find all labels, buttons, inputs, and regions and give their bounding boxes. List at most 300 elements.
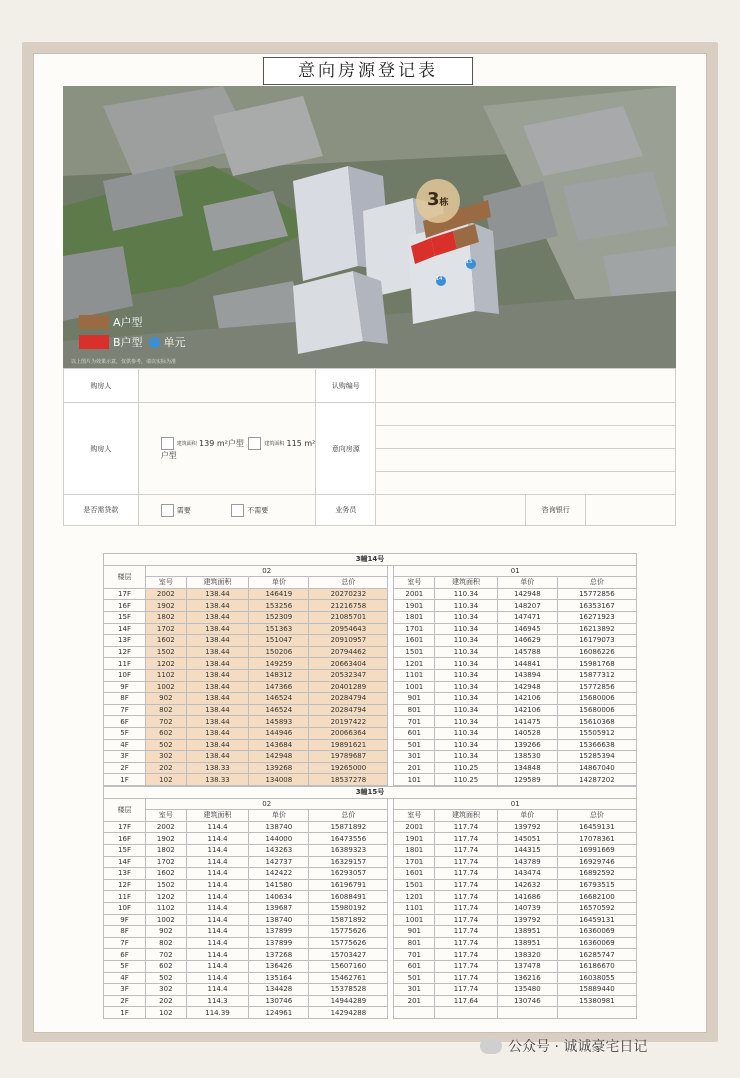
table-cell: 5F [104,727,146,739]
table-cell: 16570592 [557,902,636,914]
table-cell: 144000 [249,833,309,845]
column-header: 总价 [309,810,388,822]
table-cell: 139792 [497,821,557,833]
table-cell: 1202 [146,891,187,903]
bank-field[interactable] [586,495,675,525]
table-cell: 117.74 [435,972,498,984]
table-row [104,995,637,1007]
table-cell: 602 [146,960,187,972]
floor-header: 楼层 [104,798,146,821]
table-cell: 138.44 [186,658,249,670]
unit-badge-15: 15 [466,259,473,265]
option-115-label: 115 m²户型 [160,438,316,460]
agent-label: 业务员 [316,495,376,526]
table-cell: 110.34 [435,727,498,739]
table-cell: 15610368 [557,716,636,728]
table-cell: 20401289 [309,681,388,693]
table-cell: 142632 [497,879,557,891]
table-cell: 144946 [249,727,309,739]
table-cell: 1901 [394,600,435,612]
table-cell: 20066364 [309,727,388,739]
unit-02-header: 02 [146,565,388,577]
table-cell: 2F [104,995,146,1007]
table-cell: 117.74 [435,891,498,903]
table-cell: 117.74 [435,821,498,833]
table-cell: 1501 [394,879,435,891]
table-cell: 12F [104,646,146,658]
table-cell: 114.4 [186,914,249,926]
table-cell: 110.34 [435,588,498,600]
table-cell: 1102 [146,902,187,914]
table-row [104,844,637,856]
table-cell: 1001 [394,681,435,693]
unit-type-options: 建筑面积 139 m²户型 建筑面积 115 m²户型 [138,403,316,495]
page-title: 意向房源登记表 [298,61,438,81]
table-cell: 15772856 [557,588,636,600]
table-cell: 902 [146,926,187,938]
table-cell: 138.44 [186,681,249,693]
loan-label: 是否需贷款 [64,495,139,526]
table-row [104,984,637,996]
table-cell: 2F [104,762,146,774]
table-cell: 16038055 [557,972,636,984]
table-cell: 13F [104,868,146,880]
table-cell: 143263 [249,844,309,856]
table-cell: 17078361 [557,833,636,845]
table-cell: 16F [104,833,146,845]
table-cell: 142948 [249,751,309,763]
table-cell: 117.74 [435,984,498,996]
table-cell: 145788 [497,646,557,658]
table-row [104,739,637,751]
table-cell: 148207 [497,600,557,612]
table-cell: 6F [104,949,146,961]
legend-swatch-a [79,315,109,329]
table-row [104,669,637,681]
buyer-label: 购房人 [64,369,139,403]
watermark: 公众号 · 诚诚豪宅日记 [480,1036,647,1056]
table-cell: 18537278 [309,774,388,786]
table-cell [557,1007,636,1019]
table-cell: 16196791 [309,879,388,891]
column-header: 单价 [497,577,557,589]
table-cell: 302 [146,751,187,763]
table-cell: 143684 [249,739,309,751]
table-cell: 16088491 [309,891,388,903]
table-cell: 117.74 [435,856,498,868]
table-cell [497,1007,557,1019]
table-cell: 110.34 [435,704,498,716]
table-cell: 1801 [394,844,435,856]
table-title: 3幢15号 [104,787,637,799]
legend-swatch-b [79,335,109,349]
table-cell: 138.44 [186,600,249,612]
table-row [104,623,637,635]
table-cell: 16271923 [557,611,636,623]
table-row [104,891,637,903]
table-cell: 16213892 [557,623,636,635]
table-cell: 114.4 [186,972,249,984]
table-cell: 701 [394,949,435,961]
table-cell: 301 [394,984,435,996]
option-139-checkbox[interactable] [161,437,174,450]
price-table-14 [103,553,637,786]
aerial-rendering [63,86,676,368]
table-cell: 114.4 [186,856,249,868]
table-cell: 138951 [497,926,557,938]
table-cell: 3F [104,751,146,763]
table-cell: 19891621 [309,739,388,751]
table-cell: 143474 [497,868,557,880]
table-cell: 16186670 [557,960,636,972]
table-cell: 1802 [146,611,187,623]
table-row [104,681,637,693]
table-cell: 134848 [497,762,557,774]
loan-no-need-checkbox[interactable] [231,504,244,517]
loan-need-checkbox[interactable] [161,504,174,517]
column-header: 室号 [394,577,435,589]
table-cell: 15980192 [309,902,388,914]
intent-field[interactable] [376,403,676,495]
table-cell: 110.34 [435,600,498,612]
table-row [104,833,637,845]
table-cell: 19789687 [309,751,388,763]
table-cell: 135164 [249,972,309,984]
buyer2-label: 购房人 [64,403,139,495]
table-cell: 15981768 [557,658,636,670]
floor-header: 楼层 [104,565,146,588]
table-cell: 901 [394,926,435,938]
table-cell: 10F [104,902,146,914]
table-cell: 117.64 [435,995,498,1007]
table-cell: 130746 [249,995,309,1007]
table-cell: 152309 [249,611,309,623]
table-cell: 114.4 [186,868,249,880]
table-cell: 136216 [497,972,557,984]
table-cell: 114.4 [186,984,249,996]
table-cell: 138.44 [186,635,249,647]
table-cell: 14944289 [309,995,388,1007]
table-row [104,727,637,739]
table-cell: 16353167 [557,600,636,612]
table-cell: 16360069 [557,926,636,938]
table-cell: 110.34 [435,739,498,751]
page-title-box [263,57,473,85]
column-header: 室号 [394,810,435,822]
table-cell: 3F [104,984,146,996]
table-cell: 101 [394,774,435,786]
table-cell: 141686 [497,891,557,903]
table-cell: 110.34 [435,623,498,635]
table-cell: 139266 [497,739,557,751]
table-cell: 16459131 [557,821,636,833]
agent-bank-row [376,495,676,526]
table-cell: 138740 [249,821,309,833]
table-cell: 11F [104,891,146,903]
table-cell: 135480 [497,984,557,996]
table-cell: 1101 [394,669,435,681]
table-cell: 1502 [146,879,187,891]
table-cell: 802 [146,704,187,716]
table-cell: 1101 [394,902,435,914]
table-row [104,774,637,786]
table-cell: 16F [104,600,146,612]
table-cell: 1202 [146,658,187,670]
table-cell: 14F [104,856,146,868]
table-cell: 5F [104,960,146,972]
table-cell: 13F [104,635,146,647]
table-cell: 15775626 [309,937,388,949]
table-cell: 4F [104,739,146,751]
table-cell: 138740 [249,914,309,926]
table-cell: 502 [146,739,187,751]
table-row [104,926,637,938]
table-cell: 129589 [497,774,557,786]
table-cell: 143789 [497,856,557,868]
table-cell: 1702 [146,856,187,868]
table-cell: 302 [146,984,187,996]
table-cell: 117.74 [435,914,498,926]
table-cell: 12F [104,879,146,891]
table-cell: 15680006 [557,693,636,705]
table-cell: 701 [394,716,435,728]
table-cell: 114.4 [186,926,249,938]
table-cell: 20910957 [309,635,388,647]
table-cell: 151047 [249,635,309,647]
table-cell: 138.44 [186,669,249,681]
table-cell: 14867040 [557,762,636,774]
column-header: 建筑面积 [186,577,249,589]
table-cell: 114.39 [186,1007,249,1019]
table-cell: 1F [104,774,146,786]
table-cell: 138.44 [186,716,249,728]
table-cell: 117.74 [435,844,498,856]
table-cell: 140634 [249,891,309,903]
table-cell: 17F [104,821,146,833]
table-cell: 139268 [249,762,309,774]
table-cell: 21085701 [309,611,388,623]
table-cell: 137268 [249,949,309,961]
table-cell: 16360069 [557,937,636,949]
table-cell: 16793515 [557,879,636,891]
table-row [104,588,637,600]
table-cell: 117.74 [435,833,498,845]
table-cell: 17F [104,588,146,600]
table-cell: 201 [394,995,435,1007]
table-cell: 134008 [249,774,309,786]
table-cell: 110.25 [435,774,498,786]
buyer-field[interactable] [138,369,316,403]
table-cell: 15775626 [309,926,388,938]
table-cell: 141475 [497,716,557,728]
table-cell: 141580 [249,879,309,891]
table-cell: 1002 [146,914,187,926]
table-cell: 110.34 [435,681,498,693]
option-139-label: 139 m²户型 [199,438,244,448]
unit-dot-icon [149,337,160,348]
table-cell: 146629 [497,635,557,647]
table-cell: 15380981 [557,995,636,1007]
table-cell: 146945 [497,623,557,635]
table-cell: 1801 [394,611,435,623]
table-title: 3幢14号 [104,554,637,566]
table-cell: 1602 [146,635,187,647]
price-table-15 [103,786,637,1019]
agent-field[interactable] [376,495,526,525]
table-cell: 138.44 [186,646,249,658]
table-cell: 110.34 [435,716,498,728]
table-cell: 138951 [497,937,557,949]
table-cell: 1902 [146,600,187,612]
table-cell: 110.34 [435,658,498,670]
table-cell: 140528 [497,727,557,739]
table-row [104,879,637,891]
table-cell: 148312 [249,669,309,681]
table-cell: 145893 [249,716,309,728]
table-cell: 1201 [394,658,435,670]
table-cell: 1902 [146,833,187,845]
table-cell: 702 [146,716,187,728]
table-cell [435,1007,498,1019]
table-row [104,646,637,658]
table-cell: 110.34 [435,611,498,623]
table-row [104,611,637,623]
table-cell: 20794462 [309,646,388,658]
table-cell: 117.74 [435,949,498,961]
table-cell: 16285747 [557,949,636,961]
table-cell: 15505912 [557,727,636,739]
table-cell: 1601 [394,635,435,647]
table-cell: 202 [146,762,187,774]
table-cell: 138320 [497,949,557,961]
column-header: 总价 [309,577,388,589]
table-cell: 2002 [146,821,187,833]
table-cell: 147366 [249,681,309,693]
intent-label: 意向房源 [316,403,376,495]
table-row [104,868,637,880]
table-cell: 114.4 [186,960,249,972]
table-cell: 145051 [497,833,557,845]
table-cell: 21216758 [309,600,388,612]
table-cell: 138.44 [186,704,249,716]
table-cell: 1701 [394,623,435,635]
column-header: 总价 [557,577,636,589]
table-cell: 14294288 [309,1007,388,1019]
table-cell: 117.74 [435,879,498,891]
table-cell: 15462761 [309,972,388,984]
table-cell: 137899 [249,926,309,938]
table-row [104,856,637,868]
table-cell: 802 [146,937,187,949]
table-cell: 144841 [497,658,557,670]
table-cell: 501 [394,972,435,984]
table-cell: 114.4 [186,833,249,845]
subscribe-no-field[interactable] [376,369,676,403]
table-cell: 117.74 [435,937,498,949]
table-cell: 16293057 [309,868,388,880]
table-cell: 201 [394,762,435,774]
option-115-checkbox[interactable] [248,437,261,450]
table-cell: 16389323 [309,844,388,856]
table-cell: 117.74 [435,868,498,880]
table-cell: 114.4 [186,949,249,961]
column-header: 建筑面积 [435,810,498,822]
table-row [104,914,637,926]
table-row [104,1007,637,1019]
table-cell: 117.74 [435,902,498,914]
table-cell: 19265000 [309,762,388,774]
table-cell: 117.74 [435,926,498,938]
table-cell: 137478 [497,960,557,972]
table-cell: 10F [104,669,146,681]
unit-02-header: 02 [146,798,388,810]
table-cell: 501 [394,739,435,751]
table-cell: 138.44 [186,588,249,600]
table-cell: 137899 [249,937,309,949]
table-row [104,693,637,705]
table-cell: 110.34 [435,646,498,658]
table-cell: 20532347 [309,669,388,681]
table-cell: 138.44 [186,623,249,635]
table-cell: 1602 [146,868,187,880]
bank-label: 咨询银行 [526,495,586,525]
table-cell: 114.4 [186,902,249,914]
table-cell: 110.34 [435,751,498,763]
column-header: 室号 [146,577,187,589]
unit-01-header: 01 [394,565,637,577]
table-cell: 8F [104,693,146,705]
table-cell: 1702 [146,623,187,635]
table-cell: 16329157 [309,856,388,868]
table-row [104,716,637,728]
table-cell: 134428 [249,984,309,996]
table-row [104,949,637,961]
table-cell [394,1007,435,1019]
table-cell: 110.34 [435,693,498,705]
table-row [104,600,637,612]
table-cell: 16991669 [557,844,636,856]
table-cell: 138.44 [186,727,249,739]
table-cell: 140739 [497,902,557,914]
table-cell: 502 [146,972,187,984]
table-row [104,762,637,774]
table-cell: 130746 [497,995,557,1007]
table-cell: 15607160 [309,960,388,972]
table-cell: 902 [146,693,187,705]
legend-type-a: A户型 [79,312,186,332]
table-cell: 139687 [249,902,309,914]
table-cell: 901 [394,693,435,705]
table-cell: 15889440 [557,984,636,996]
column-header: 建筑面积 [435,577,498,589]
table-cell: 6F [104,716,146,728]
table-cell: 15680006 [557,704,636,716]
table-cell: 15F [104,611,146,623]
table-cell: 114.4 [186,879,249,891]
table-cell: 138.44 [186,751,249,763]
table-cell: 202 [146,995,187,1007]
table-cell: 20954643 [309,623,388,635]
table-cell: 15877312 [557,669,636,681]
table-row [104,902,637,914]
table-cell: 110.34 [435,669,498,681]
aerial-legend [79,312,186,352]
table-cell: 9F [104,914,146,926]
table-cell: 146524 [249,704,309,716]
table-row [104,821,637,833]
column-header: 室号 [146,810,187,822]
column-header: 单价 [249,577,309,589]
